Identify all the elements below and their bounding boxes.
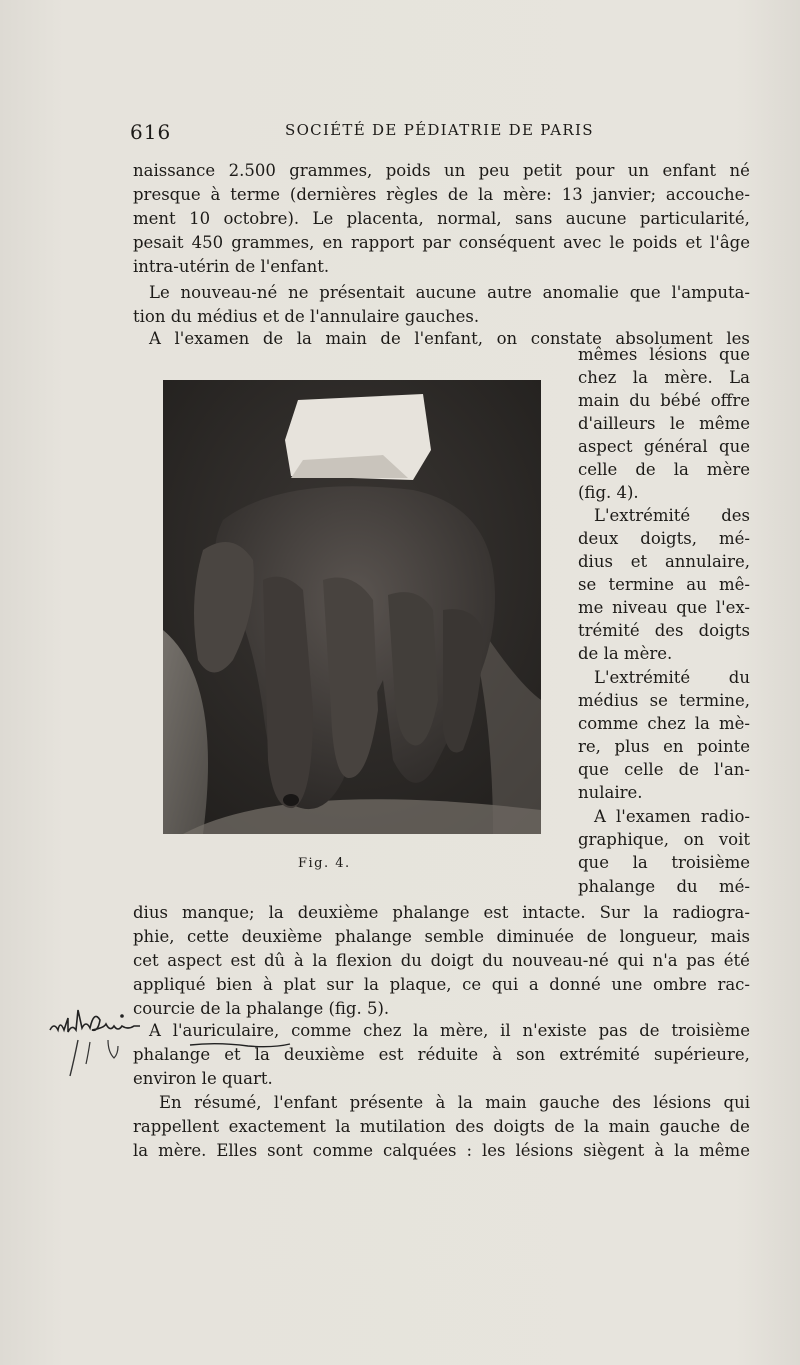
- text-line: d'ailleurs le même: [578, 414, 750, 433]
- text-line: L'extrémité des: [594, 506, 750, 525]
- text-line: A l'examen radio-: [594, 807, 750, 826]
- text-line: main du bébé offre: [578, 391, 750, 410]
- text-line: naissance 2.500 grammes, poids un peu petit pour un enfant né: [133, 161, 750, 180]
- text-line: médius se termine,: [578, 691, 750, 710]
- text-line: courcie de la phalange (fig. 5).: [133, 999, 390, 1018]
- text-line: phalange et la deuxième est réduite à son extrémité supérieure,: [133, 1045, 750, 1064]
- text-line: pesait 450 grammes, en rapport par conséquent avec le poids et l'âge: [133, 233, 750, 252]
- text-line: de la mère.: [578, 644, 673, 663]
- text-line: cet aspect est dû à la flexion du doigt du nouveau-né qui n'a pas été: [133, 951, 750, 970]
- text-line: presque à terme (dernières règles de la mère: 13 janvier; accouche-: [133, 185, 750, 204]
- text-line: mêmes lésions que: [578, 345, 750, 364]
- page-number: 616: [130, 120, 172, 144]
- text-line: tion du médius et de l'annulaire gauches.: [133, 307, 480, 326]
- text-line: nulaire.: [578, 783, 643, 802]
- text-line: me niveau que l'ex-: [578, 598, 750, 617]
- text-line: re, plus en pointe: [578, 737, 750, 756]
- text-line: (fig. 4).: [578, 483, 639, 502]
- text-line: appliqué bien à plat sur la plaque, ce qui a donné une ombre rac-: [133, 975, 750, 994]
- text-line: chez la mère. La: [578, 368, 750, 387]
- infant-hand-photograph-icon: [163, 380, 541, 834]
- text-line: phalange du mé-: [578, 877, 750, 896]
- figure-photo: [163, 380, 541, 834]
- text-line: la mère. Elles sont comme calquées : les lésions siègent à la même: [133, 1141, 750, 1160]
- text-line: dius et annulaire,: [578, 552, 750, 571]
- text-line: environ le quart.: [133, 1069, 273, 1088]
- text-line: Le nouveau-né ne présentait aucune autre anomalie que l'amputa-: [149, 283, 750, 302]
- text-line: celle de la mère: [578, 460, 750, 479]
- text-line: trémité des doigts: [578, 621, 750, 640]
- text-line: intra-utérin de l'enfant.: [133, 257, 330, 276]
- text-line: deux doigts, mé-: [578, 529, 750, 548]
- text-line: dius manque; la deuxième phalange est intacte. Sur la radiogra-: [133, 903, 750, 922]
- text-line: que la troisième: [578, 853, 750, 872]
- text-line: phie, cette deuxième phalange semble diminuée de longueur, mais: [133, 927, 750, 946]
- underline-annotation-icon: [188, 1040, 292, 1050]
- text-line: ment 10 octobre). Le placenta, normal, sans aucune particularité,: [133, 209, 750, 228]
- text-line: A l'examen de la main de l'enfant, on constate absolument les: [149, 329, 750, 348]
- text-line: que celle de l'an-: [578, 760, 750, 779]
- text-line: aspect général que: [578, 437, 750, 456]
- text-line: rappellent exactement la mutilation des doigts de la main gauche de: [133, 1117, 750, 1136]
- text-line: A l'auriculaire, comme chez la mère, il n'existe pas de troisième: [149, 1021, 750, 1040]
- running-title: SOCIÉTÉ DE PÉDIATRIE DE PARIS: [285, 121, 594, 139]
- figure-caption: Fig. 4.: [298, 856, 351, 871]
- handwritten-annotation-icon: [48, 1000, 158, 1080]
- text-line: En résumé, l'enfant présente à la main gauche des lésions qui: [159, 1093, 750, 1112]
- text-line: graphique, on voit: [578, 830, 750, 849]
- text-line: comme chez la mè-: [578, 714, 750, 733]
- text-line: se termine au mê-: [578, 575, 750, 594]
- text-line: L'extrémité du: [594, 668, 750, 687]
